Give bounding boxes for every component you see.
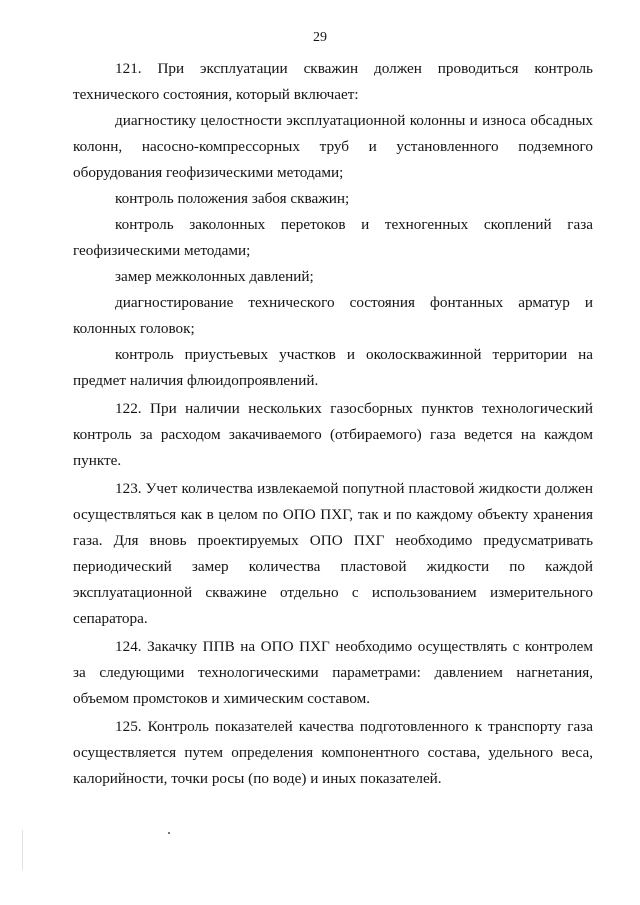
scan-speck bbox=[168, 832, 170, 834]
clause-123: 123. Учет количества извлекаемой попутной пластовой жидкости должен осуществляться как в целом по ОПО ПХГ, так и по каждому объекту хранения газа. Для вновь проектируемых ОПО ПХГ необходимо предусматривать периодический замер количества пластовой жидкости по каждой эксплуатационной скважине отдельно с использованием измерительного сепаратора. bbox=[73, 480, 593, 627]
scan-margin-line bbox=[22, 830, 23, 870]
list-item-crossflow-control: контроль заколонных перетоков и техногенных скоплений газа геофизическими методами; bbox=[73, 216, 593, 259]
clause-122: 122. При наличии нескольких газосборных пунктов технологический контроль за расходом закачиваемого (отбираемого) газа ведется на каждом пункте. bbox=[73, 400, 593, 469]
clause-124: 124. Закачку ППВ на ОПО ПХГ необходимо осуществлять с контролем за следующими технологическими параметрами: давлением нагнетания, объемом промстоков и химическим составом. bbox=[73, 638, 593, 707]
list-item-bottomhole-control: контроль положения забоя скважин; bbox=[115, 190, 350, 207]
list-item-casing-diagnostics: диагностику целостности эксплуатационной колонны и износа обсадных колонн, насосно-компрессорных труб и установленного подземного оборудования геофизическими методами; bbox=[73, 112, 593, 181]
page-number: 29 bbox=[313, 30, 327, 45]
document-body bbox=[73, 54, 593, 792]
list-item-annulus-pressure: замер межколонных давлений; bbox=[115, 268, 314, 285]
list-item-wellhead-diagnostics: диагностирование технического состояния фонтанных арматур и колонных головок; bbox=[73, 294, 593, 337]
clause-121-intro: 121. При эксплуатации скважин должен проводиться контроль технического состояния, который включает: bbox=[73, 60, 593, 103]
list-item-wellsite-control: контроль приустьевых участков и околоскважинной территории на предмет наличия флюидопроявлений. bbox=[73, 346, 593, 389]
clause-125: 125. Контроль показателей качества подготовленного к транспорту газа осуществляется путем определения компонентного состава, удельного веса, калорийности, точки росы (по воде) и иных показателей. bbox=[73, 718, 593, 787]
